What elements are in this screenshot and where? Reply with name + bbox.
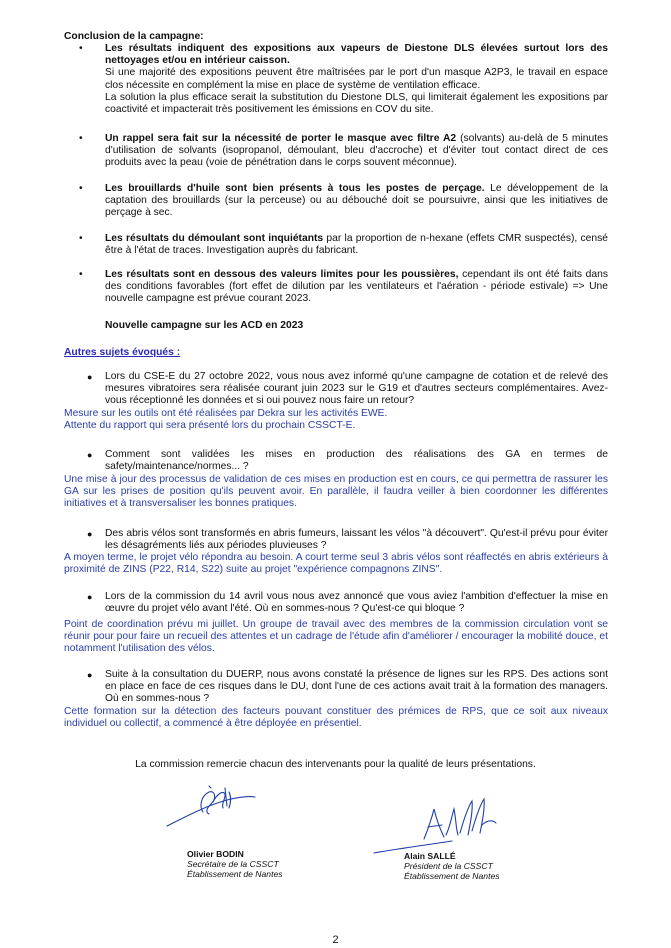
- conclusion-item: [64, 183, 608, 220]
- signatory-role: Secrétaire de la CSSCT: [187, 859, 279, 869]
- conclusion-item: [64, 133, 608, 170]
- conclusion-bold: Les résultats indiquent des expositions aux vapeurs de Diestone DLS élevées surtout lors des nettoyages et/ou en intérieur caisson.: [105, 43, 608, 67]
- conclusion-text: (solvants) au-delà de 5 minutes d'utilisation de solvants (isopropanol, démoulant, bleu d'accroche) et d'éviter tout contact direct de ces produits avec la peau (voie de pénétration dans le corps souvent méconnue).: [105, 133, 608, 169]
- signatory-name: Alain SALLÉ: [404, 851, 456, 861]
- signatory-site: Établissement de Nantes: [404, 871, 500, 881]
- signature-salle: [372, 795, 502, 859]
- signatory-block: [187, 849, 283, 879]
- conclusion-text: par la proportion de n-hexane (effets CMR suspectés), censé être à l'état de traces. Investigation auprès du fabricant.: [105, 233, 609, 257]
- bullet-icon: •: [79, 183, 83, 194]
- conclusion-bold: Les résultats du démoulant sont inquiétants: [105, 233, 324, 244]
- conclusion-item: [64, 43, 608, 116]
- subject-answer: Une mise à jour des processus de validation de ces mises en production est en cours, ce qui permettra de rassurer les GA sur les prises de position qu'ils peuvent avoir. En parallèle, il faudra veiller à bien coordonner les différentes initiatives et à transversaliser les bonnes pratiques.: [64, 474, 608, 510]
- signatory-block: [404, 851, 500, 881]
- other-subjects-title: Autres sujets évoqués :: [64, 347, 181, 358]
- signatory-site: Établissement de Nantes: [187, 869, 283, 879]
- conclusion-extra: La solution la plus efficace serait la substitution du Diestone DLS, qui limiterait également les expositions par coactivité et impacterait très positivement les émissions en COV du site.: [105, 91, 608, 116]
- bullet-icon: •: [79, 233, 83, 244]
- subject-answer: Mesure sur les outils ont été réalisées par Dekra sur les activités EWE. Attente du rapport qui sera présenté lors du prochain CSSCT-E.: [64, 408, 388, 432]
- conclusion-item: [64, 233, 608, 257]
- bullet-icon: ●: [87, 529, 93, 539]
- conclusion-bold: Les brouillards d'huile sont bien présents à tous les postes de perçage.: [105, 183, 485, 194]
- bullet-icon: •: [79, 133, 83, 144]
- bullet-icon: ●: [87, 670, 93, 680]
- subject-answer: A moyen terme, le projet vélo répondra au besoin. A court terme seul 3 abris vélos sont réaffectés en abris extérieurs à proximité de ZINS (P22, R14, S22) suite au projet "expérience compagnons ZINS".: [64, 552, 608, 576]
- bullet-icon: •: [79, 43, 83, 54]
- subject-question: ● Suite à la consultation du DUERP, nous avons constaté la présence de lignes sur les RPS. Des actions sont en place en face de ces risques dans le DU, dont l'une de ces actions avait trait à la formation des managers. Où en sommes-nous ?: [87, 669, 608, 705]
- subject-question: ● Comment sont validées les mises en production des réalisations des GA en termes de safety/maintenance/normes... ?: [87, 449, 608, 473]
- signatory-role: Président de la CSSCT: [404, 861, 493, 871]
- new-campaign-note: Nouvelle campagne sur les ACD en 2023: [105, 320, 304, 331]
- conclusion-extra: Si une majorité des expositions peuvent être maîtrisées par le port d'un masque A2P3, le travail en espace clos nécessite en complément la mise en place de système de ventilation efficace.: [105, 67, 608, 91]
- subject-question: ● Lors du CSE-E du 27 octobre 2022, vous nous avez informé qu'une campagne de cotation et de relevé des mesures vibratoires sera réalisée courant juin 2023 sur le G19 et d'autres secteurs complémentaires. Avez-vous réceptionné les données et si oui pouvez nous faire un retour?: [87, 371, 608, 407]
- conclusion-heading: Conclusion de la campagne:: [64, 31, 204, 42]
- bullet-icon: ●: [87, 450, 93, 460]
- signature-bodin: [165, 782, 257, 832]
- conclusion-bold: Un rappel sera fait sur la nécessité de porter le masque avec filtre A2: [105, 133, 457, 144]
- bullet-icon: •: [79, 269, 83, 280]
- signatory-name: Olivier BODIN: [187, 849, 244, 859]
- subject-answer: Cette formation sur la détection des facteurs pouvant constituer des prémices de RPS, que ce soit aux niveaux individuel ou collectif, a commencé à être déployée en présentiel.: [64, 706, 608, 730]
- page-number: 2: [332, 934, 339, 946]
- conclusion-text: cependant ils ont été faits dans des conditions favorables (fort effet de dilution par les ventilateurs et l'aération - période estivale) => Une nouvelle campagne est prévue courant 2023.: [105, 269, 609, 305]
- subject-answer: Point de coordination prévu mi juillet. Un groupe de travail avec des membres de la commission circulation vont se réunir pour pour faire un recueil des attentes et un cadrage de l'étude afin d'améliorer / encourager la mobilité douce, et notamment l'utilisation des vélos.: [64, 619, 608, 655]
- conclusion-bold: Les résultats sont en dessous des valeurs limites pour les poussières,: [105, 269, 459, 280]
- subject-question: ● Des abris vélos sont transformés en abris fumeurs, laissant les vélos "à découvert". Qu'est-il prévu pour éviter les désagréments liés aux périodes pluvieuses ?: [87, 528, 608, 552]
- conclusion-text: Le développement de la captation des brouillards (sur la perceuse) ou au débouché doit se poursuivre, ainsi que les initiatives de perçage à sec.: [105, 183, 608, 219]
- subject-question: ● Lors de la commission du 14 avril vous nous avez annoncé que vous aviez l'ambition d'effectuer la mise en œuvre du projet vélo avant l'été. Où en sommes-nous ? Qu'est-ce qui bloque ?: [87, 591, 608, 615]
- conclusion-item: [64, 269, 608, 306]
- bullet-icon: ●: [87, 592, 93, 602]
- bullet-icon: ●: [87, 372, 93, 382]
- thanks-note: La commission remercie chacun des intervenants pour la qualité de leurs présentations.: [135, 759, 536, 770]
